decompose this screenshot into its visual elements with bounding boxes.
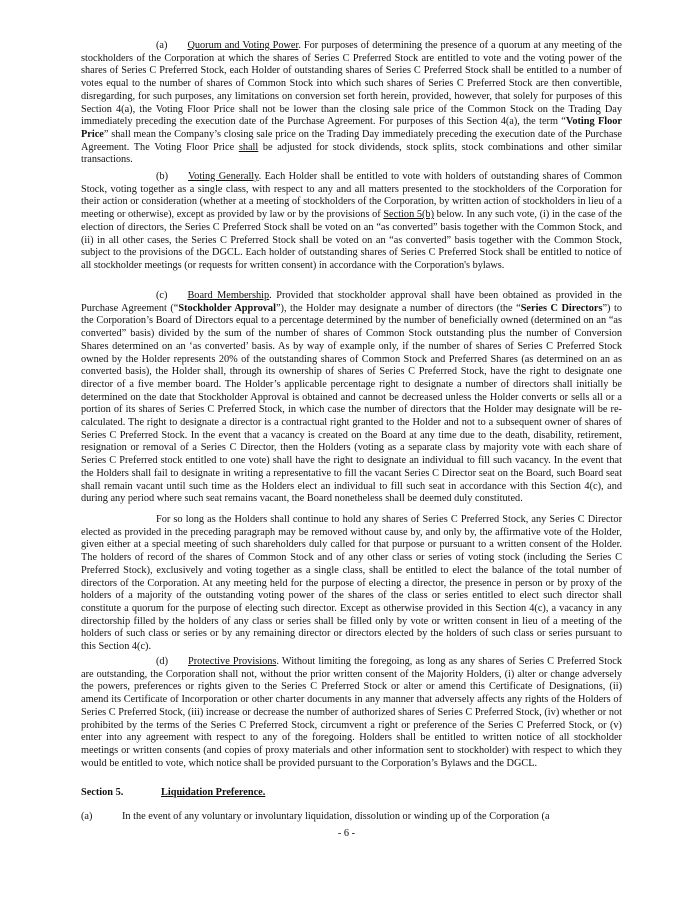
paragraph-4b: (b) Voting Generally. Each Holder shall be entitled to vote with holders of outstanding shares of Common Stock, voting together as a single class, with respect to any and all matters presented to the stockholders of the Corporation for their action or consideration (whether at a meeting of stockholders of the Corporation, by written action of stockholders in lieu of a meeting or otherwise), except as provided by law or by the provisions of Section 5(b) below. In any such vote, (i) in the case of the election of directors, the Series C Preferred Stock shall be voted on an “as converted” basis together with the Common Stock, and (ii) in all other cases, the Series C Preferred Stock shall be voted on an “as converted” basis together with the Common Stock, subject to the provisions of the DGCL. Each holder of outstanding shares of Series C Preferred Stock shall be entitled to notice of all stockholder meetings (or requests for written consent) in accordance with the Corporation's bylaws.: [81, 171, 622, 271]
paragraph-label: (c): [156, 290, 168, 301]
paragraph-label: (a): [81, 811, 93, 822]
section-number: Section 5.: [81, 787, 124, 798]
section-5-heading: [81, 787, 265, 798]
paragraph-label: (a): [156, 40, 168, 51]
defined-term: Series C Directors: [520, 302, 603, 314]
paragraph-4a: (a) Quorum and Voting Power. For purposes of determining the presence of a quorum at any meeting of the stockholders of the Corporation at which the shares of Series C Preferred Stock are entitled to vote and the voting power of the shares of Series C Preferred Stock, each Holder of outstanding shares of Series C Preferred Stock shall be entitled to a number of votes equal to the number of shares of Common Stock into which such shares of Series C Preferred Stock are then convertible, disregarding, for such purposes, any limitations on conversion set forth herein, provided, however, that solely for purposes of this Section 4(a), the Voting Floor Price shall not be lower than the closing sale price of the Common Stock on the Trading Day immediately preceding the execution date of the Purchase Agreement. For purposes of this Section 4(a), the term “Voting Floor Price” shall mean the Company’s closing sale price on the Trading Day immediately preceding the execution date of the Purchase Agreement. The Voting Floor Price shall be adjusted for stock dividends, stock splits, stock combinations and other similar transactions.: [81, 40, 622, 166]
paragraph-4c: (c) Board Membership. Provided that stockholder approval shall have been obtained as provided in the Purchase Agreement (“Stockholder Approval”), the Holder may designate a number of directors (the “Series C Directors”) to the Corporation’s Board of Directors equal to a percentage determined by the number of beneficially owned (determined on an “as converted” basis) divided by the sum of the number of shares of Common Stock outstanding plus the number of Conversion Shares determined on an ‘as converted’ basis. As by way of example only, if the number of shares of Series C Preferred Stock owned by the Holder represents 20% of the outstanding shares of Common Stock and Preferred Shares (as determined on an as converted basis), the Holder shall, through its ownership of shares of Series C Preferred Stock, have the right to designate one director of a five member board. The Holder’s applicable percentage right to designate a number of directors shall initially be determined on the date that Stockholder Approval is obtained and cannot be decreased unless the Holder converts or sells all or a portion of its shares of Series C Preferred Stock, in which case the number of directors that the Holder may designate will be re-calculated. The right to designate a director is a contractual right granted to the Holder and not to a subsequent owner of shares of Series C Preferred Stock. In the event that a vacancy is created on the Board at any time due to the death, disability, retirement, resignation or removal of a Series C Director, then the Holders (voting as a separate class by majority vote with each share of Series C Preferred stock entitled to one vote) shall have the right to designate an individual to fill such vacancy. In the event that the Holders shall fail to designate in writing a representative to fill the vacant Series C Director seat on the Board, such Board seat shall remain vacant until such time as the Holders elect an individual to fill such seat in accordance with this Section 4(c), and during any period where such seat remains vacant, the Board nonetheless shall be deemed duly constituted.: [81, 290, 622, 505]
paragraph-heading: Protective Provisions: [188, 656, 277, 667]
paragraph-heading: Voting Generally: [188, 171, 259, 182]
defined-term: Voting Floor Price: [81, 116, 622, 140]
paragraph-4d: (d) Protective Provisions. Without limiting the foregoing, as long as any shares of Series C Preferred Stock are outstanding, the Corporation shall not, without the prior written consent of the Majority Holders, (i) alter or change adversely the powers, preferences or rights given to the Series C Preferred Stock or alter or amend this Certificate of Designations, (ii) amend its Certificate of Incorporation or other charter documents in any manner that adversely affects any rights of the Holders of Series C Preferred Stock, (iii) increase or decrease the number of authorized shares of Series C Preferred Stock, (iv) whether or not prohibited by the terms of the Series C Preferred Stock, circumvent a right or preference of the Series C Preferred Stock, or (v) enter into any agreement with respect to any of the foregoing. Holders shall be entitled to written notice of all stockholder meetings or written consents (and copies of proxy materials and other information sent to stockholder) with respect to which they would be entitled to vote, which notice shall be provided pursuant to the Corporation’s Bylaws and the DGCL.: [81, 656, 622, 769]
paragraph-text: In the event of any voluntary or involuntary liquidation, dissolution or winding up of the Corporation (a: [122, 811, 550, 822]
paragraph-heading: Quorum and Voting Power: [187, 40, 299, 51]
paragraph-label: (b): [156, 171, 169, 182]
section-5a: [81, 811, 622, 822]
paragraph-4c-continued: For so long as the Holders shall continue to hold any shares of Series C Preferred Stock, any Series C Director elected as provided in the preceding paragraph may be removed without cause by, and only by, the affirmative vote of the Holder, given either at a special meeting of such shareholders duly called for that purpose or pursuant to a written consent of the Holder. The holders of record of the shares of Common Stock and of any other class or series of voting stock (including the Series C Preferred Stock), exclusively and voting together as a single class, shall be entitled to elect the balance of the total number of directors of the Corporation. At any meeting held for the purpose of electing a director, the presence in person or by proxy of the holders of a majority of the outstanding voting power of the shares of the class or series entitled to elect such director shall constitute a quorum for the purpose of electing such director. Except as otherwise provided in this Section 4(c), a vacancy in any directorship filled by the holders of any class or series shall be filled only by vote or written consent in lieu of a meeting of the holders of such class or series or by any remaining director or directors elected by the holders of such class or series pursuant to this Section 4(c).: [81, 514, 622, 653]
page-number: - 6 -: [337, 828, 356, 839]
paragraph-label: (d): [156, 656, 169, 667]
section-title: Liquidation Preference.: [161, 787, 266, 798]
paragraph-heading: Board Membership: [187, 290, 270, 301]
section-reference: Section 5(b): [383, 209, 435, 221]
defined-term: Stockholder Approval: [178, 302, 276, 314]
